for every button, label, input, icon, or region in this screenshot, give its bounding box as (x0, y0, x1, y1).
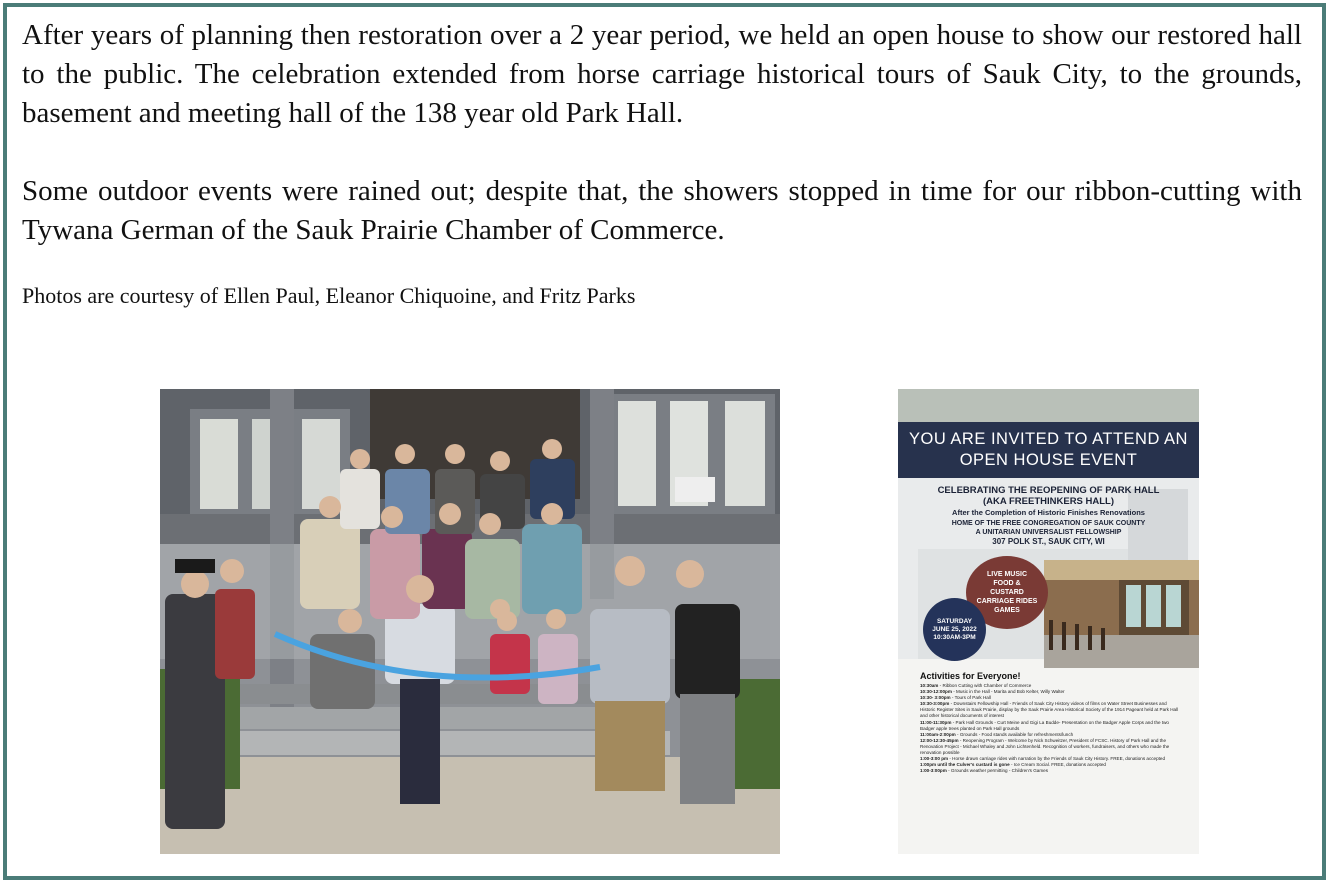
hall-interior-illustration (1044, 560, 1199, 668)
activity-item: 10:30- 3:00pm - Tours of Park Hall (920, 695, 991, 701)
activity-item: 11:00am-2:00pm - Grounds - Food stands available for refreshments/lunch (920, 731, 1074, 737)
activities-title: Activities for Everyone! (920, 671, 1021, 681)
date-day: JUNE 25, 2022 (932, 625, 977, 633)
date-weekday: SATURDAY (936, 617, 973, 625)
feature-carriage-rides: CARRIAGE RIDES (976, 598, 1038, 605)
date-time: 10:30AM-3PM (933, 633, 976, 641)
flyer-home (898, 520, 1199, 537)
feature-custard: CUSTARD (990, 589, 1024, 596)
feature-food: FOOD & (993, 580, 1021, 587)
flyer-address: 307 POLK ST., SAUK CITY, WI (992, 537, 1105, 546)
flyer-home-line2: A UNITARIAN UNIVERSALIST FELLOWSHIP (975, 528, 1122, 536)
event-flyer (898, 389, 1199, 854)
photo-credits: Photos are courtesy of Ellen Paul, Eleanor Chiquoine, and Fritz Parks (22, 283, 636, 308)
intro-paragraph: After years of planning then restoration over a 2 year period, we held an open house to show our restored hall to the public. The celebration extended from horse carriage historical tours of Sauk City, to the grounds, basement and meeting hall of the 138 year old Park Hall. (22, 19, 1302, 129)
hall-interior-photo (1044, 560, 1199, 668)
feature-live-music: LIVE MUSIC (986, 571, 1028, 578)
activity-item: 10:30am - Ribbon Cutting with Chamber of Commerce (920, 683, 1032, 688)
feature-games: GAMES (994, 607, 1020, 614)
activity-item: 11:00-11:30pm - Park Hall Grounds - Curt Meine and Gigi La Budde- Presentation on the Badger Apple Corps and the two Badger apple trees planted on Park Hall grounds (920, 719, 1169, 731)
group-photo (160, 389, 780, 854)
activity-item: 12:00-12:30-45pm - Reopening Program - Welcome by Nick Schweitzer, President of FCSC. History of Park Hall and the Renovation Project - Michael Whaley and John Lichtenheld. Recognition of workers, fundraisers, and others who made the renovation possible (920, 737, 1170, 756)
flyer-title-line2: (AKA FREETHINKERS HALL) (982, 495, 1115, 507)
flyer-header (898, 422, 1199, 478)
activity-item: 1:00-3:00 pm - Horse drawn carriage rides with narration by the Friends of Sauk City History. FREE, donations accepted (920, 756, 1166, 762)
ribbon-paragraph: Some outdoor events were rained out; despite that, the showers stopped in time for our ribbon-cutting with Tywana German of the Sauk Prairie Chamber of Commerce. (22, 175, 1302, 246)
activities-list (920, 683, 1182, 774)
group-photo-illustration (160, 389, 780, 854)
activity-item: 10:30-12:00pm - Music in the Hall - Marita and Bob Kelter, Willy Walter (920, 689, 1065, 695)
flyer-after-line: After the Completion of Historic Finishes Renovations (952, 508, 1145, 517)
flyer-date-badge (923, 598, 986, 661)
flyer-home-line1: HOME OF THE FREE CONGREGATION OF SAUK COUNTY (951, 520, 1146, 527)
flyer-header-line1: YOU ARE INVITED TO ATTEND AN (909, 430, 1188, 448)
flyer-header-line2: OPEN HOUSE EVENT (959, 451, 1138, 469)
flyer-title-line1: CELEBRATING THE REOPENING OF PARK HALL (937, 485, 1160, 496)
activity-item: 10:30-3:00pm - Downstairs Fellowship Hall - Friends of Sauk City History videos of films on Water Street Businesses and Historic Register Sites in Sauk Prairie, display by the Sauk Prairie Area Historical Society of the 1914 Pageant held at Park Hall and other historical documents of interest (920, 701, 1179, 719)
flyer-title (898, 486, 1199, 507)
activity-item: 1:00-3:00pm - Grounds weather permitting - Children's Games (920, 768, 1049, 774)
activity-item: 1:00pm until the Culver's custard is gone - Ice Cream Social. FREE, donations accepted (920, 762, 1106, 768)
